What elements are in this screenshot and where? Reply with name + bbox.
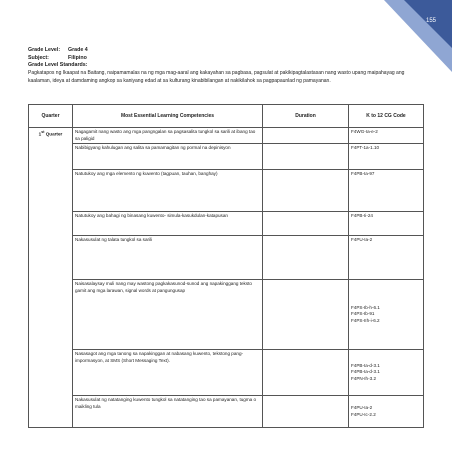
quarter-word: Quarter [44,131,63,137]
table-body [29,128,424,428]
document-metadata [28,47,88,70]
table-header-row [29,105,424,128]
cg-code-cell [349,144,424,170]
duration-cell [263,128,349,144]
cg-code: F4PB-Ia-d-3.1 [351,362,380,368]
subject-label: Subject: [28,54,49,61]
cg-code: F4PB-Ia-97 [351,171,375,177]
competency-cell: Natutukoy ang mga elemento ng kuwento (tagpuan, tauhan, banghay) [73,170,263,212]
table-row [29,128,424,144]
subject-value: Filipino [68,54,87,61]
cg-code: F4PB-Ia-d-3.1 [351,369,380,375]
grade-level-label: Grade Level: [28,47,61,53]
header-duration: Duration [263,105,349,128]
cg-code-cell [349,236,424,280]
competency-cell: Nagagamit nang wasto ang mga pangngalan sa pagsasalita tungkol sa sarili at ibang tao sa paligid [73,128,263,144]
cg-code-cell [349,396,424,428]
cg-code: F4PS-Ib-91 [351,311,375,317]
cg-code-cell [349,280,424,350]
cg-code: F4PU-Ia-2 [351,405,373,411]
duration-cell [263,144,349,170]
standards-text: Pagkatapos ng Ikaapat na Baitang, naipamamalas na ng mga mag-aaral ang kakayahan sa pagbasa, pagsulat at pakikipagtalastasan nang wasto upang maipahayag ang kaalaman, ideya at damdaming angkop sa kaniyang edad at sa kulturang kinabibilangan at nakikilahok sa pagpapaunlad ng pamayanan. [28,70,405,84]
cg-code-cell [349,128,424,144]
competency-cell: Naisasalaysay muli nang may wastong pagkakasunod-sunod ang napakinggang teksto gamit ang mga larawan, signal words at pangungusap [73,280,263,350]
cg-code-cell [349,170,424,212]
table-row [29,212,424,236]
competency-cell: Nakasusulat ng talata tungkol sa sarili [73,236,263,280]
cg-code-cell [349,212,424,236]
table-row [29,396,424,428]
table-row [29,236,424,280]
duration-cell [263,350,349,396]
cg-code: F4WG-Ia-e-2 [351,129,378,134]
cg-code: F4PU-Ia-2 [351,237,373,243]
competency-cell: Nabibigyang kahulugan ang salita sa pamamagitan ng pormal na depinisyon [73,144,263,170]
corner-decoration [362,0,452,72]
duration-cell [263,170,349,212]
competency-cell: Nasasagot ang mga tanong sa napakinggan at nabasang kuwento, tekstong pang-impormasyon, at SMS (Short Messaging Text). [73,350,263,396]
header-code: K to 12 CG Code [349,105,424,128]
page-number: 155 [425,18,436,24]
cg-code: F4PU-Ic-2.2 [351,411,376,417]
table-row [29,280,424,350]
header-competencies: Most Essential Learning Competencies [73,105,263,128]
cg-code-cell [349,350,424,396]
cg-code: F4PN-Ih-3.2 [351,375,377,381]
duration-cell [263,396,349,428]
standards-label: Grade Level Standards: [28,62,88,69]
cg-code: F4PS-Ib-h-6.1 [351,304,380,310]
table-row [29,144,424,170]
quarter-suffix: st [41,130,45,134]
table-row [29,170,424,212]
table-row [29,350,424,396]
cg-code: F4PB-Ii-24 [351,213,373,219]
competency-cell: Nakasusulat ng natatanging kuwento tungkol sa natatanging tao sa pamayanan, tugma o maikling tula [73,396,263,428]
competencies-table [28,104,424,428]
cg-code: F4PS-IIh-i-6.2 [351,317,380,323]
competency-cell: Natutukoy ang bahagi ng binasang kuwento- simula-kasukdulan-katapusan [73,212,263,236]
duration-cell [263,212,349,236]
header-quarter: Quarter [29,105,73,128]
duration-cell [263,236,349,280]
grade-level-value: Grade 4 [68,47,88,53]
quarter-number: 1 [38,131,42,137]
quarter-cell [29,128,73,428]
cg-code: F4PT-1a-1.10 [351,145,380,151]
duration-cell [263,280,349,350]
